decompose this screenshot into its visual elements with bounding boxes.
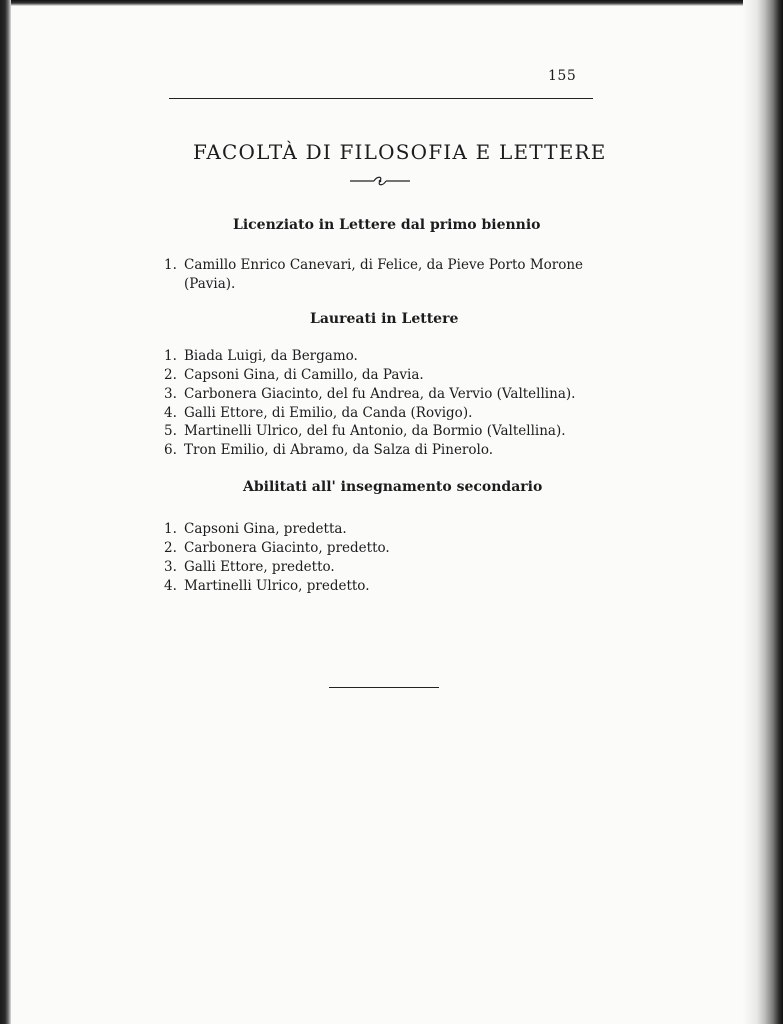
list-item bbox=[164, 539, 390, 557]
faculty-title: FACOLTÀ DI FILOSOFIA E LETTERE bbox=[193, 140, 607, 164]
list-item bbox=[164, 404, 472, 422]
list-item-number: 3. bbox=[164, 386, 177, 402]
list-item bbox=[164, 347, 358, 365]
list-item-text: Galli Ettore, di Emilio, da Canda (Rovigo). bbox=[184, 405, 473, 421]
list-item-number: 1. bbox=[164, 521, 177, 537]
list-item-text: Camillo Enrico Canevari, di Felice, da Pieve Porto Morone bbox=[184, 257, 584, 273]
section-heading-licenziato: Licenziato in Lettere dal primo biennio bbox=[233, 217, 541, 233]
page-right-edge bbox=[743, 0, 783, 1024]
list-item bbox=[164, 558, 335, 576]
list-item bbox=[164, 520, 347, 538]
list-item-text: Capsoni Gina, predetta. bbox=[184, 521, 347, 537]
list-item-text: Tron Emilio, di Abramo, da Salza di Pinerolo. bbox=[184, 442, 494, 458]
list-item-number: 4. bbox=[164, 405, 177, 421]
list-item-text: Carbonera Giacinto, del fu Andrea, da Vervio (Valtellina). bbox=[184, 386, 576, 402]
list-item-text: Martinelli Ulrico, predetto. bbox=[184, 578, 370, 594]
list-item bbox=[164, 385, 575, 403]
list-item bbox=[164, 366, 424, 384]
closing-rule bbox=[329, 687, 439, 688]
list-item-number: 2. bbox=[164, 540, 177, 556]
page-number: 155 bbox=[548, 68, 577, 84]
section-heading-abilitati: Abilitati all' insegnamento secondario bbox=[243, 479, 543, 495]
list-item bbox=[164, 422, 566, 440]
list-item bbox=[164, 577, 369, 595]
list-item-number: 4. bbox=[164, 578, 177, 594]
list-item-text: Capsoni Gina, di Camillo, da Pavia. bbox=[184, 367, 424, 383]
list-item-text: Carbonera Giacinto, predetto. bbox=[184, 540, 390, 556]
list-item-text: Galli Ettore, predetto. bbox=[184, 559, 335, 575]
list-item-number: 1. bbox=[164, 348, 177, 364]
list-item bbox=[164, 441, 493, 459]
list-item-text: Biada Luigi, da Bergamo. bbox=[184, 348, 358, 364]
list-item-number: 6. bbox=[164, 442, 177, 458]
list-item-number: 5. bbox=[164, 423, 177, 439]
section-heading-laureati: Laureati in Lettere bbox=[310, 311, 459, 327]
book-spine-edge bbox=[0, 0, 11, 1024]
list-item-text: Martinelli Ulrico, del fu Antonio, da Bormio (Valtellina). bbox=[184, 423, 566, 439]
list-item-continuation: (Pavia). bbox=[184, 276, 236, 292]
header-rule bbox=[169, 98, 593, 99]
list-item-number: 1. bbox=[164, 257, 177, 273]
page-top-edge bbox=[0, 0, 783, 6]
list-item bbox=[164, 256, 583, 274]
list-item-number: 3. bbox=[164, 559, 177, 575]
ornament-divider-icon bbox=[350, 175, 410, 187]
list-item-number: 2. bbox=[164, 367, 177, 383]
